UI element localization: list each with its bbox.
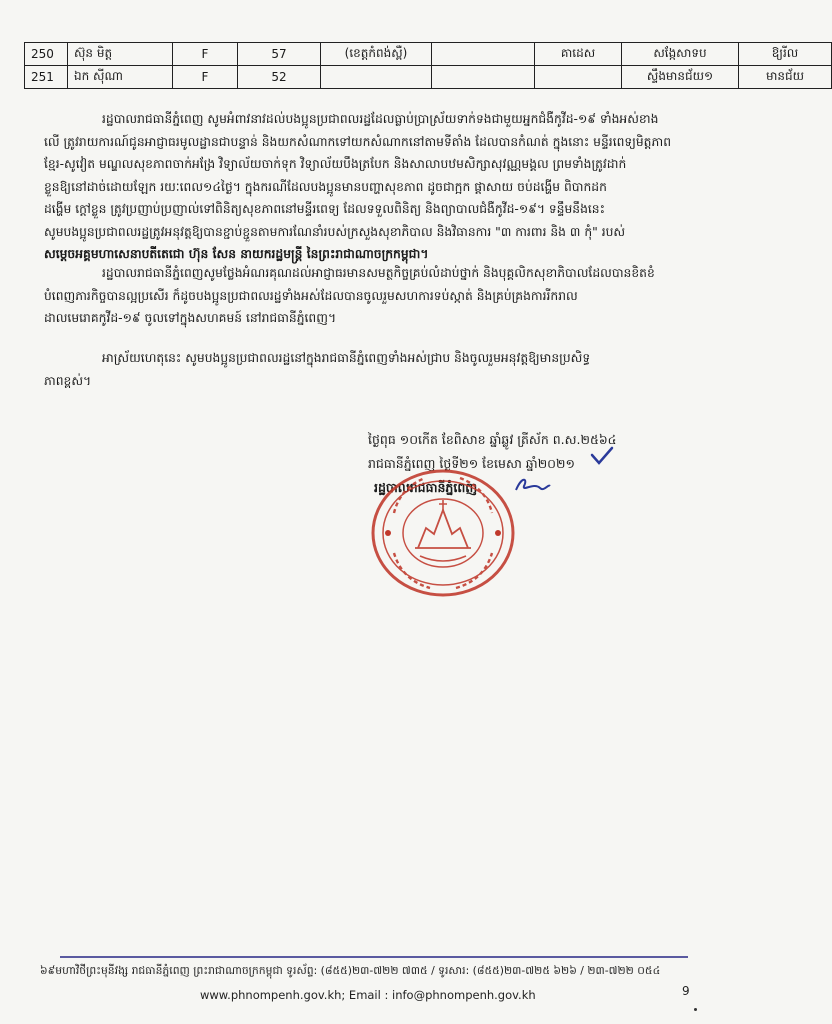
cell-sex: F <box>173 66 238 89</box>
footer-address: ៦៩មហាវិថីព្រះមុនីវង្ស រាជធានីភ្នំពេញ ព្រះរាជាណាចក្រកម្ពុជា ទូរស័ព្ទ: (៨៥៥)២៣-៧២២ ៧៣៥ / ទូរសារ: (៨៥៥)២៣-៧២៥ ៦២៦ / ២៣-៧២២ ០៥៤ <box>40 964 661 977</box>
text-line: ខ្លួនឱ្យនៅដាច់ដោយឡែក រយៈពេល១៤ថ្ងៃ។ ក្នុងករណីដែលបងប្អូនមានបញ្ហាសុខភាព ដូចជាក្អក ផ្តាសាយ ចប់ដង្ហើម ពិបាកដក <box>44 179 607 194</box>
cell-sex: F <box>173 43 238 66</box>
text-line: ខ្មែរ-សូវៀត មណ្ឌលសុខភាពចាក់អង្រែ វិទ្យាល័យចាក់ទុក វិទ្យាល័យបឹងត្របែក និងសាលាបឋមសិក្សាសុវណ្ណមង្គល ព្រមទាំងត្រូវដាក់ <box>44 157 627 171</box>
cell-occupation <box>535 66 622 89</box>
text-line: ដង្ហើម ក្តៅខ្លួន ត្រូវប្រញាប់ប្រញាល់ទៅពិនិត្យសុខភាពនៅមន្ទីរពេទ្យ ដែលទទួលពិនិត្យ និងព្យាបាលជំងឺកូវីដ-១៩។ ទន្ទឹមនឹងនេះ <box>44 202 606 216</box>
cell-blank <box>432 66 535 89</box>
cell-name: ឯក ស៊ីណា <box>68 66 173 89</box>
patient-table <box>24 42 832 89</box>
solar-date: រាជធានីភ្នំពេញ ថ្ងៃទី២១ ខែមេសា ឆ្នាំ២០២១ <box>368 456 575 471</box>
paragraph-conclusion <box>44 347 694 392</box>
check-mark-icon <box>590 446 614 466</box>
footer-contact: www.phnompenh.gov.kh; Email : info@phnompenh.gov.kh <box>200 988 536 1002</box>
cell-province <box>321 66 432 89</box>
authority-name: រដ្ឋបាលរាជធានីភ្នំពេញ <box>374 480 478 495</box>
text-line: ដាលមេរោគកូវីដ-១៩ ចូលទៅក្នុងសហគមន៍ នៅរាជធានីភ្នំពេញ។ <box>44 311 337 325</box>
table-row <box>25 66 832 89</box>
text-line: សម្តេចអគ្គមហាសេនាបតីតេជោ ហ៊ុន សែន នាយករដ្ឋមន្ត្រី នៃព្រះរាជាណាចក្រកម្ពុជា។ <box>44 247 429 261</box>
cell-occupation: គាដេស <box>535 43 622 66</box>
cell-number: 251 <box>25 66 68 89</box>
initial-signature-icon <box>512 474 552 496</box>
table-row <box>25 43 832 66</box>
text-line: សូមបងប្អូនប្រជាពលរដ្ឋត្រូវអនុវត្តឱ្យបានខ្ជាប់ខ្ជួនតាមការណែនាំរបស់ក្រសួងសុខាភិបាល និងវិធានការ "៣ ការពារ និង ៣ កុំ" របស់ <box>44 224 626 239</box>
cell-commune: មានជ័យ <box>739 66 832 89</box>
cell-province: (ខេត្តកំពង់ស្ពឺ) <box>321 43 432 66</box>
footer-divider <box>60 956 688 958</box>
cell-village: សង្កែសាទប <box>622 43 739 66</box>
paragraph-appeal <box>44 108 694 266</box>
text-line: រដ្ឋបាលរាជធានីភ្នំពេញសូមថ្លែងអំណរគុណដល់អាជ្ញាធរមានសមត្ថកិច្ចគ្រប់លំដាប់ថ្នាក់ និងបុគ្គលិកសុខាភិបាលដែលបានខិតខំ <box>102 266 655 280</box>
cell-name: ស៊ុន មិត្ត <box>68 43 173 66</box>
page-dot <box>694 1008 697 1011</box>
official-seal-icon <box>370 468 516 598</box>
page-number: 9 <box>682 984 690 998</box>
cell-number: 250 <box>25 43 68 66</box>
text-line: ភាពខ្ពស់។ <box>44 373 92 388</box>
cell-blank <box>432 43 535 66</box>
cell-age: 57 <box>238 43 321 66</box>
paragraph-thanks <box>44 262 694 330</box>
text-line: រដ្ឋបាលរាជធានីភ្នំពេញ សូមអំពាវនាវដល់បងប្អូនប្រជាពលរដ្ឋដែលធ្លាប់ប្រាស្រ័យទាក់ទងជាមួយអ្នកជំងឺកូវីដ-១៩ ទាំងអស់ខាង <box>102 112 659 126</box>
lunar-date: ថ្ងៃពុធ ១០កើត ខែពិសាខ ឆ្នាំឆ្លូវ ត្រីស័ក ព.ស.២៥៦៤ <box>368 432 617 447</box>
text-line: អាស្រ័យហេតុនេះ សូមបងប្អូនប្រជាពលរដ្ឋនៅក្នុងរាជធានីភ្នំពេញទាំងអស់ជ្រាប និងចូលរួមអនុវត្តឱ្យមានប្រសិទ្ធ <box>102 351 591 365</box>
cell-village: ស្ទឹងមានជ័យ១ <box>622 66 739 89</box>
cell-commune: ឱ្យរីល <box>739 43 832 66</box>
text-line: បំពេញភារកិច្ចបានល្អប្រសើរ ក៏ដូចបងប្អូនប្រជាពលរដ្ឋទាំងអស់ដែលបានចូលរួមសហការទប់ស្កាត់ និងគ្រប់គ្រងការរីករាល <box>44 288 578 303</box>
text-line: លើ ត្រូវរាយការណ៍ជូនអាជ្ញាធរមូលដ្ឋានជាបន្ទាន់ និងយកសំណាកទៅយកសំណាកនៅតាមទីតាំង ដែលបានកំណត់ ក្នុងនោះ មន្ទីរពេទ្យមិត្តភាព <box>44 134 672 149</box>
cell-age: 52 <box>238 66 321 89</box>
